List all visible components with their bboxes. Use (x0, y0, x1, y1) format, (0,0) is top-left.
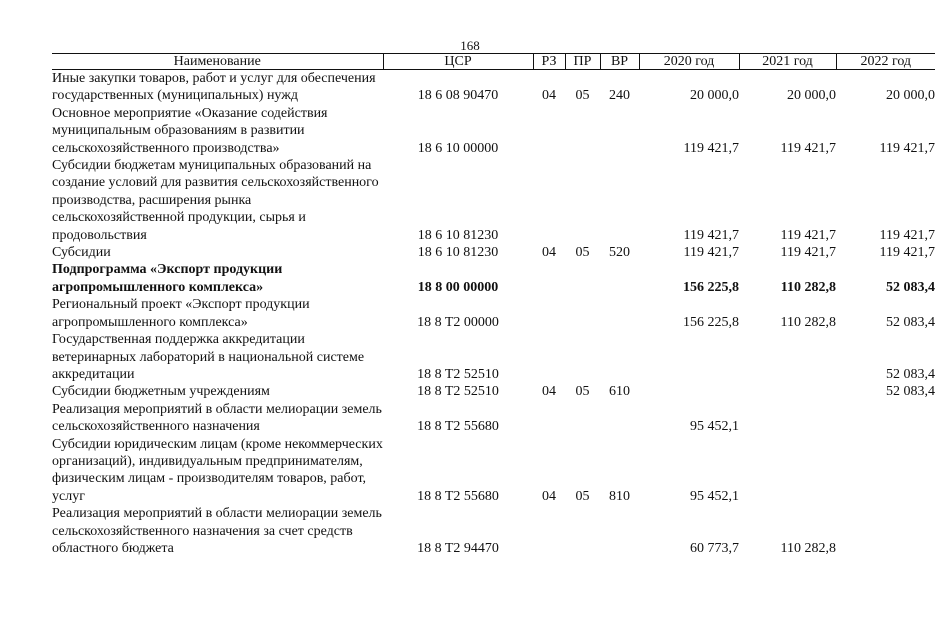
row-value-2020: 119 421,7 (683, 245, 739, 261)
row-value-2020: 95 452,1 (690, 419, 739, 435)
row-value-2020: 156 225,8 (683, 314, 739, 330)
row-name: Субсидии (52, 245, 111, 261)
row-pr (565, 296, 600, 331)
row-value-2021: 119 421,7 (780, 245, 836, 261)
header-pr: ПР (565, 54, 600, 70)
row-value-2021: 110 282,8 (780, 279, 836, 295)
row-name: Реализация мероприятий в области мелиорации земель сельскохозяйственного назначения за счет средств областного бюджета (52, 506, 382, 556)
row-csr: 18 8 T2 00000 (417, 314, 499, 330)
row-value-2021 (739, 383, 836, 400)
table-row (52, 331, 935, 383)
row-rz: 04 (542, 488, 556, 504)
row-csr: 18 8 T2 94470 (417, 540, 499, 556)
row-name: Государственная поддержка аккредитации ветеринарных лабораторий в национальной системе аккредитации (52, 332, 365, 382)
row-vr (600, 261, 639, 296)
row-rz (533, 296, 565, 331)
row-csr: 18 6 10 81230 (417, 245, 499, 261)
row-value-2021: 119 421,7 (780, 140, 836, 156)
header-rz: РЗ (533, 54, 565, 70)
row-csr: 18 6 10 81230 (417, 227, 499, 243)
row-pr: 05 (575, 384, 590, 400)
row-vr (600, 505, 639, 557)
row-pr (565, 331, 600, 383)
row-vr (600, 105, 639, 157)
row-value-2022: 52 083,4 (886, 366, 935, 382)
row-vr (600, 331, 639, 383)
row-csr: 18 6 10 00000 (417, 140, 499, 156)
row-value-2022: 20 000,0 (886, 88, 935, 104)
table-row (52, 105, 935, 157)
row-value-2020: 60 773,7 (690, 540, 739, 556)
table-row (52, 383, 935, 400)
row-pr: 05 (575, 488, 590, 504)
row-value-2021 (739, 436, 836, 506)
row-vr (600, 401, 639, 436)
row-value-2022: 52 083,4 (886, 279, 935, 295)
header-2022: 2022 год (836, 54, 935, 70)
row-value-2022: 119 421,7 (879, 140, 935, 156)
table-row (52, 261, 935, 296)
row-vr: 610 (609, 384, 630, 400)
table-row (52, 401, 935, 436)
page-number: 168 (460, 38, 480, 53)
row-value-2022 (836, 505, 935, 557)
header-name: Наименование (52, 54, 383, 70)
row-csr: 18 8 T2 52510 (417, 384, 499, 400)
row-rz (533, 261, 565, 296)
row-csr: 18 8 T2 52510 (417, 366, 499, 382)
row-pr (565, 157, 600, 244)
row-pr: 05 (575, 88, 590, 104)
row-rz: 04 (542, 88, 556, 104)
row-name: Основное мероприятие «Оказание содействия муниципальным образованиям в развитии сельскохозяйственного производства» (52, 105, 328, 156)
row-value-2022 (836, 401, 935, 436)
header-2020: 2020 год (639, 54, 739, 70)
row-value-2020: 156 225,8 (683, 279, 739, 295)
row-value-2021: 119 421,7 (780, 227, 836, 243)
row-csr: 18 8 00 00000 (417, 279, 499, 295)
row-name: Субсидии бюджетам муниципальных образований на создание условий для развития сельскохозяйственного производства, расширения рынка сельскохозяйственной продукции, сырья и продовольствия (52, 158, 379, 243)
row-value-2021: 110 282,8 (780, 540, 836, 556)
row-name: Субсидии бюджетным учреждениям (52, 384, 270, 400)
table-row (52, 157, 935, 244)
row-vr: 810 (609, 488, 630, 504)
row-pr: 05 (575, 245, 590, 261)
budget-table (52, 53, 935, 557)
row-vr: 520 (609, 245, 630, 261)
row-value-2020: 95 452,1 (690, 488, 739, 504)
row-rz: 04 (542, 384, 556, 400)
row-rz: 04 (542, 245, 556, 261)
row-value-2020 (639, 331, 739, 383)
row-value-2021 (739, 401, 836, 436)
row-value-2022: 52 083,4 (886, 314, 935, 330)
table-row (52, 436, 935, 506)
header-vr: ВР (600, 54, 639, 70)
row-pr (565, 505, 600, 557)
row-value-2020: 119 421,7 (683, 140, 739, 156)
row-value-2020 (639, 383, 739, 400)
row-pr (565, 105, 600, 157)
row-value-2021: 20 000,0 (787, 88, 836, 104)
row-name: Реализация мероприятий в области мелиорации земель сельскохозяйственного назначения (52, 401, 382, 435)
table-row (52, 505, 935, 557)
row-value-2020: 20 000,0 (690, 88, 739, 104)
row-value-2020: 119 421,7 (683, 227, 739, 243)
row-value-2021: 110 282,8 (780, 314, 836, 330)
header-csr: ЦСР (383, 54, 533, 70)
row-value-2022: 119 421,7 (879, 227, 935, 243)
table-header-row (52, 54, 935, 70)
row-name: Подпрограмма «Экспорт продукции агропромышленного комплекса» (52, 262, 283, 295)
table-row (52, 244, 935, 261)
row-rz (533, 157, 565, 244)
row-rz (533, 331, 565, 383)
row-vr: 240 (609, 88, 630, 104)
row-pr (565, 401, 600, 436)
table-row (52, 296, 935, 331)
row-vr (600, 296, 639, 331)
row-name: Иные закупки товаров, работ и услуг для обеспечения государственных (муниципальных) нужд (52, 71, 376, 104)
row-vr (600, 157, 639, 244)
row-name: Региональный проект «Экспорт продукции агропромышленного комплекса» (52, 297, 310, 330)
row-csr: 18 6 08 90470 (417, 88, 499, 104)
row-rz (533, 505, 565, 557)
row-rz (533, 401, 565, 436)
header-2021: 2021 год (739, 54, 836, 70)
row-value-2021 (739, 331, 836, 383)
row-name: Субсидии юридическим лицам (кроме некоммерческих организаций), индивидуальным предпринимателям, физическим лицам - производителям товаров, работ, услуг (52, 436, 383, 504)
row-value-2022 (836, 436, 935, 506)
row-rz (533, 105, 565, 157)
row-csr: 18 8 T2 55680 (417, 419, 499, 435)
table-row (52, 70, 935, 105)
row-value-2022: 52 083,4 (886, 384, 935, 400)
row-pr (565, 261, 600, 296)
row-csr: 18 8 T2 55680 (417, 488, 499, 504)
row-value-2022: 119 421,7 (879, 245, 935, 261)
